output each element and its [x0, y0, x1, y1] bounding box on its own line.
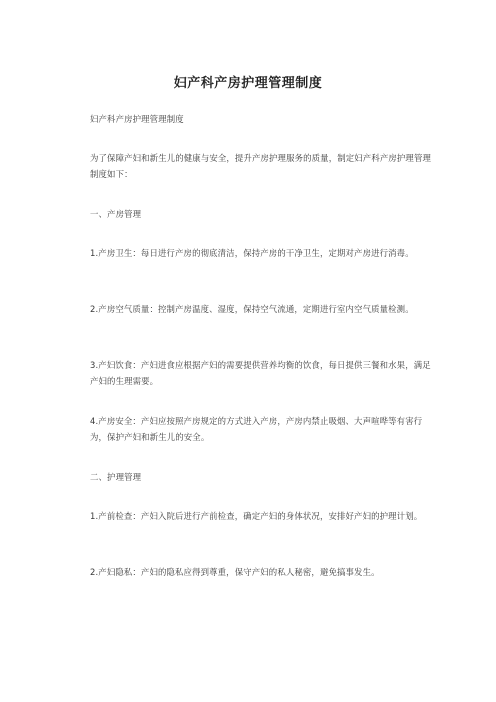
document-subtitle: 妇产科产房护理管理制度	[90, 114, 184, 124]
paragraph-maternal-diet: 3.产妇饮食：产妇进食应根据产妇的需要提供营养均衡的饮食，每日提供三餐和水果，满足产妇的生理需要。	[90, 360, 431, 386]
paragraph-privacy: 2.产妇隐私：产妇的隐私应得到尊重，保守产妇的私人秘密，避免搞事发生。	[90, 567, 380, 577]
paragraph-room-hygiene: 1.产房卫生：每日进行产房的彻底清洁，保持产房的干净卫生，定期对产房进行消毒。	[90, 248, 414, 258]
document-title: 妇产科产房护理管理制度	[173, 76, 323, 91]
paragraph-room-safety: 4.产房安全：产妇应按照产房规定的方式进入产房，产房内禁止吸烟、大声喧哗等有害行为，保护产妇和新生儿的安全。	[90, 416, 423, 442]
intro-paragraph: 为了保障产妇和新生儿的健康与安全，提升产房护理服务的质量，制定妇产科产房护理管理制度如下：	[90, 153, 431, 179]
section-heading-room-management: 一、产房管理	[90, 209, 142, 219]
paragraph-air-quality: 2.产房空气质量：控制产房温度、湿度，保持空气流通，定期进行室内空气质量检测。	[90, 304, 414, 314]
section-heading-nursing-management: 二、护理管理	[90, 472, 142, 482]
paragraph-prenatal-check: 1.产前检查：产妇入院后进行产前检查，确定产妇的身体状况，安排好产妇的护理计划。	[90, 511, 423, 521]
